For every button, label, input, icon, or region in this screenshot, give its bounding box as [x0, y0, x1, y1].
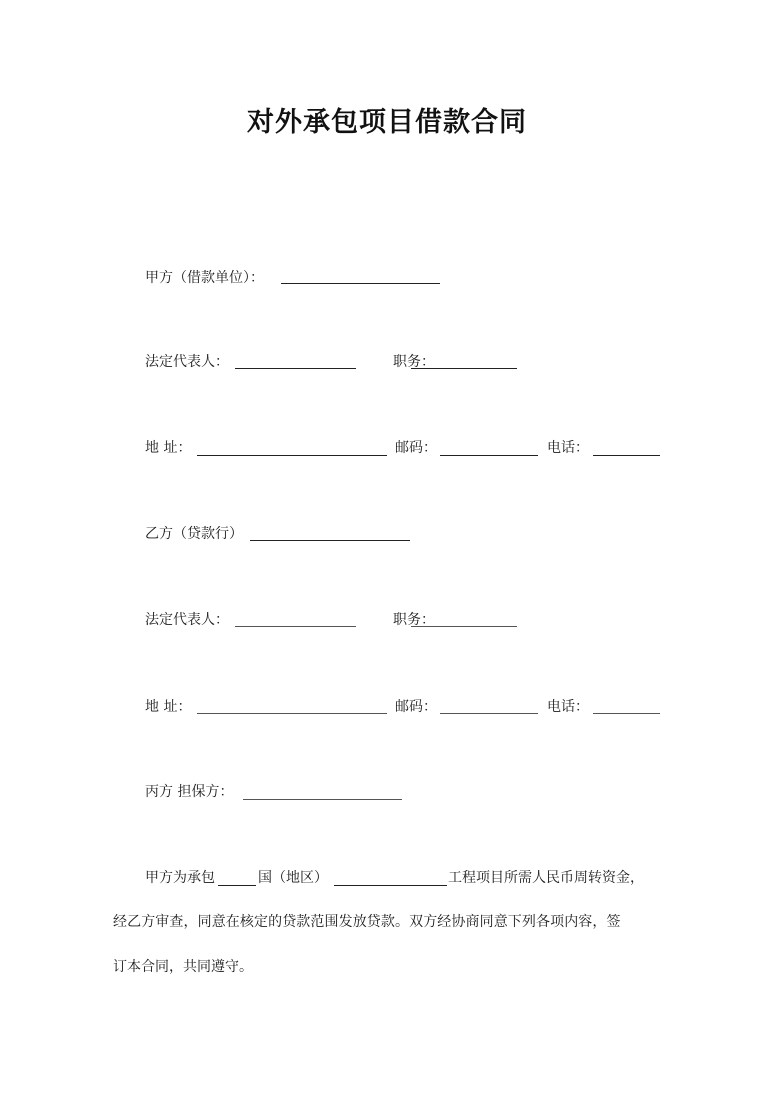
document-title: 对外承包项目借款合同 — [247, 107, 527, 138]
intro-line3: 订本合同，共同遵守。 — [113, 959, 253, 975]
party-c-guarantor-field[interactable] — [243, 799, 402, 800]
party-a-legal-rep-label: 法定代表人： — [145, 354, 229, 370]
party-b-phone-field[interactable] — [593, 713, 660, 714]
intro-part2: 国（地区） — [258, 870, 328, 886]
party-c-label: 丙方 担保方： — [145, 784, 234, 800]
party-b-phone-label: 电话： — [547, 699, 589, 715]
party-a-phone-field[interactable] — [593, 455, 660, 456]
party-a-legal-rep-field[interactable] — [235, 368, 356, 369]
party-a-name-field[interactable] — [281, 283, 440, 284]
country-field[interactable] — [218, 885, 256, 886]
party-a-address-label: 地 址： — [145, 440, 192, 456]
party-b-label: 乙方（贷款行） — [145, 526, 243, 542]
party-b-legal-rep-label: 法定代表人： — [145, 612, 229, 628]
party-a-position-label: 职务： — [393, 354, 435, 370]
party-b-legal-rep-field[interactable] — [235, 626, 356, 627]
intro-part3: 工程项目所需人民币周转资金， — [448, 870, 644, 886]
intro-line2: 经乙方审查，同意在核定的贷款范围发放贷款。双方经协商同意下列各项内容，签 — [113, 914, 621, 930]
party-b-position-field[interactable] — [411, 626, 517, 627]
intro-part1: 甲方为承包 — [145, 870, 215, 886]
party-a-postcode-field[interactable] — [440, 455, 538, 456]
party-a-postcode-label: 邮码： — [395, 440, 437, 456]
party-b-postcode-label: 邮码： — [395, 699, 437, 715]
party-a-position-field[interactable] — [411, 368, 517, 369]
party-b-position-label: 职务： — [393, 612, 435, 628]
party-a-phone-label: 电话： — [547, 440, 589, 456]
party-b-address-label: 地 址： — [145, 699, 192, 715]
party-a-label: 甲方（借款单位）： — [145, 270, 264, 286]
party-b-address-field[interactable] — [197, 713, 387, 714]
party-a-address-field[interactable] — [197, 455, 387, 456]
project-field[interactable] — [334, 885, 447, 886]
party-b-name-field[interactable] — [250, 540, 410, 541]
party-b-postcode-field[interactable] — [440, 713, 538, 714]
